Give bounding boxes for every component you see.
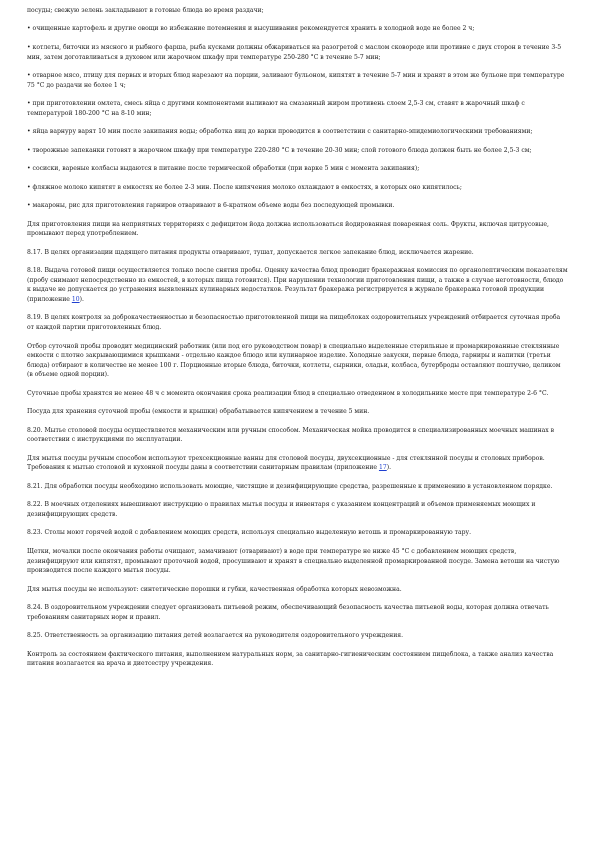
- section-8-25: 8.25. Ответственность за организацию питания детей возлагается на руководителя оздоровительного учреждения.: [27, 632, 404, 640]
- paragraph-control: Контроль за состоянием фактического питания, выполнением натуральных норм, за санитарно-гигиеническим состоянием пищеблока, а также анализ качества питания возлагается на врача и диетсестру учреждения.: [27, 650, 554, 668]
- paragraph-not-used: Для мытья посуды не используют: синтетические порошки и губки, качественная обработка которых невозможна.: [27, 585, 402, 593]
- section-8-24: 8.24. В оздоровительном учреждении следует организовать питьевой режим, обеспечивающий безопасность качества питьевой воды, которая должна отвечать требованиям санитарных норм и правил.: [27, 604, 549, 621]
- section-8-17: 8.17. В целях организации щадящего питания продукты отваривают, тушат, допускается легкое запекание блюд, исключается жарение.: [27, 248, 474, 256]
- list-item-boiled-meat: • отварное мясо, птицу для первых и вторых блюд нарезают на порции, заливают бульоном, кипятят в течение 5-7 мин и хранят в этом же бульоне при температуре 75 °С до раздачи не более 1 ч;: [27, 72, 565, 89]
- list-item-cutlets: • котлеты, биточки из мясного и рыбного фарша, рыба кусками должны обжариваться на разогретой с маслом сковороде или противне с двух сторон в течение 3-5 мин, затем доготавливаться в духовом или жарочном шкафу при температуре 250-280 °С в течение 5-7 мин;: [27, 43, 562, 61]
- section-8-20: 8.20. Мытье столовой посуды осуществляется механическим или ручным способом. Механическая мойка проводится в специализированных моечных машинах в соответствии с инструкциями по эксплуатации.: [27, 426, 555, 444]
- list-item-sausages: • сосиски, вареные колбасы выдаются в питание после термической обработки (при варке 5 мин с момента закипания);: [27, 165, 420, 173]
- paragraph-iodized-salt: Для приготовления пищи на неприятных территориях с дефицитом йода должна использоваться йодированная поваренная соль. Фрукты, включая цитрусовые, промывают перед употреблением.: [27, 220, 549, 238]
- document-page: [27, 6, 568, 678]
- section-8-22: 8.22. В моечных отделениях вывешивают инструкцию о правилах мытья посуды и инвентаря с указанием концентраций и объемов применяемых моющих и дезинфицирующих средств.: [27, 501, 536, 518]
- appendix-10-link[interactable]: 10: [71, 295, 80, 303]
- list-item-milk: • фляжное молоко кипятят в емкостях не более 2-3 мин. После кипячения молоко охлаждают в емкостях, в которых оно кипятилось;: [27, 183, 462, 191]
- paragraph-brushes: Щетки, мочалки после окончания работы очищают, замачивают (отваривают) в воде при температуре не ниже 45 °С с добавлением моющих средств, дезинфицируют или кипятят, промывают проточной водой, просушивают и хранят в специально выделенной промаркированной посуде. Замена ветоши на чистую производится после каждого мытья посуды.: [27, 547, 560, 575]
- appendix-17-link[interactable]: 17: [378, 464, 387, 472]
- list-item-casseroles: • творожные запеканки готовят в жарочном шкафу при температуре 220-280 °С в течение 20-30 мин; слой готового блюда должен быть не более 2,5-3 см;: [27, 146, 532, 154]
- paragraph-manual-washing: Для мытья посуды ручным способом используют трехсекционные ванны для столовой посуды, двухсекционные - для стеклянной посуды и столовых приборов. Требования к мытью столовой и кухонной посуды даны в соответствии санитарным правилам (приложение 17).: [27, 454, 545, 472]
- paragraph-sample-storage: Суточные пробы хранятся не менее 48 ч с момента окончания срока реализации блюд в специально отведенном в холодильнике месте при температуре 2-6 °С.: [27, 389, 549, 397]
- section-8-18: 8.18. Выдача готовой пищи осуществляется только после снятия пробы. Оценку качества блюд проводит бракеражная комиссия по органолептическим показателям (пробу снимают непосредственно из емкостей, в которых пища готовится). При нарушении технологии приготовления пищи, а также в случае неготовности, блюдо к выдаче не допускается до устранения выявленных кулинарных недостатков. Результат бракеража регистрируется в журнале бракеража готовой продукции (приложение 10).: [27, 267, 568, 303]
- paragraph-daily-sample: Отбор суточной пробы проводит медицинский работник (или под его руководством повар) в специально выделенные стерильные и промаркированные стеклянные емкости с плотно закрывающимися крышками - отдельно каждое блюдо или кулинарное изделие. Холодные закуски, первые блюда, гарниры и напитки (третьи блюда) отбирают в количестве не менее 100 г. Порционные вторые блюда, биточки, котлеты, сырники, оладьи, колбаса, бутерброды оставляют поштучно, целиком (в объеме одной порции).: [27, 342, 561, 379]
- section-8-23: 8.23. Столы моют горячей водой с добавлением моющих средств, используя специально выделенную ветошь и промаркированную тару.: [27, 529, 472, 537]
- list-item-potatoes: • очищенные картофель и другие овощи во избежание потемнения и высушивания рекомендуется хранить в холодной воде не более 2 ч;: [27, 25, 475, 33]
- section-8-21: 8.21. Для обработки посуды необходимо использовать моющие, чистящие и дезинфицирующие средства, разрешенные к применению в установленном порядке.: [27, 482, 553, 490]
- paragraph-fresh-greens: посуды; свежую зелень закладывают в готовые блюда во время раздачи;: [27, 7, 264, 14]
- section-8-19: 8.19. В целях контроля за доброкачественностью и безопасностью приготовленной пищи на пищеблоках оздоровительных учреждений отбирается суточная проба от каждой партии приготовленных блюд.: [27, 314, 561, 332]
- paragraph-sample-dishes: Посуда для хранения суточной пробы (емкости и крышки) обрабатывается кипячением в течение 5 мин.: [27, 408, 370, 416]
- list-item-omelet: • при приготовлении омлета, смесь яйца с другими компонентами выливают на смазанный жиром противень слоем 2,5-3 см, ставят в жарочный шкаф с температурой 180-200 °С на 8-10 мин;: [27, 100, 525, 117]
- list-item-eggs: • яйца варнуру варят 10 мин после закипания воды; обработка яиц до варки проводится в соответствии с санитарно-эпидемиологическими требованиями;: [27, 128, 533, 136]
- list-item-pasta-rice: • макароны, рис для приготовления гарниров отваривают в 6-кратном объеме воды без последующей промывки.: [27, 202, 395, 210]
